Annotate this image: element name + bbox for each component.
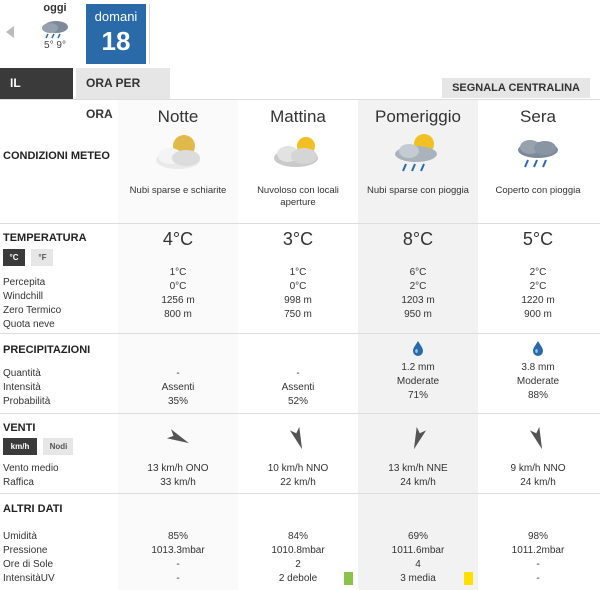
tab-ora-per-ora[interactable]: ORA PER ORA — [76, 68, 170, 99]
precip-cell-notte — [118, 367, 238, 409]
wind-cell-notte — [118, 424, 238, 490]
ore-sole-value: - — [176, 559, 180, 570]
period-name: Mattina — [270, 107, 326, 126]
temperature-value: 8°C — [402, 229, 434, 249]
quota-neve-value: 950 m — [404, 309, 432, 320]
period-sera — [478, 100, 598, 197]
label-zero-termico: Zero Termico — [3, 305, 62, 316]
wind-cell-sera — [478, 424, 598, 490]
precipitation-labels — [3, 367, 50, 409]
pressione-value: 1013.3mbar — [151, 545, 205, 556]
quota-neve-value: 800 m — [164, 309, 192, 320]
vento-medio-value: 13 km/h ONO — [147, 463, 209, 474]
raffica-value: 24 km/h — [400, 477, 436, 488]
wind-direction-icon — [164, 424, 192, 452]
ore-sole-value: 4 — [415, 559, 421, 570]
ore-sole-value: - — [536, 559, 540, 570]
label-pressione: Pressione — [3, 545, 48, 556]
raindrop-icon — [532, 340, 544, 356]
pressione-value: 1011.6mbar — [391, 545, 445, 556]
label-quantita: Quantità — [3, 368, 41, 379]
day-today-label: oggi — [43, 2, 67, 14]
raffica-value: 24 km/h — [520, 477, 556, 488]
temperature-section — [0, 224, 600, 334]
other-cell-pomeriggio — [358, 530, 478, 586]
temperature-title: TEMPERATURA — [3, 232, 87, 244]
period-pomeriggio — [358, 100, 478, 197]
umidita-value: 69% — [407, 531, 428, 542]
unit-fahrenheit-button[interactable]: °F — [31, 249, 53, 266]
temp-cell-notte — [118, 229, 238, 322]
sun-rain-icon — [390, 132, 446, 174]
raindrop-icon — [412, 340, 424, 356]
uv-value: - — [176, 573, 180, 584]
condition-text: Nuvoloso con locali aperture — [257, 185, 339, 208]
uv-value: 3 media — [400, 573, 436, 584]
wind-cell-pomeriggio — [358, 424, 478, 490]
wind-cell-mattina — [238, 424, 358, 490]
day-tomorrow-label: domani — [94, 9, 138, 24]
condition-text: Nubi sparse e schiarite — [129, 185, 227, 196]
other-cell-sera — [478, 530, 598, 586]
cloud-rain-icon — [38, 17, 72, 39]
precip-cell-sera — [478, 340, 598, 403]
zero-termico-value: 998 m — [284, 295, 312, 306]
divider — [149, 4, 150, 64]
raffica-value: 22 km/h — [280, 477, 316, 488]
label-intensita-uv: IntensitàUV — [3, 573, 55, 584]
percepita-value: 6°C — [409, 267, 427, 278]
quota-neve-value: 750 m — [284, 309, 312, 320]
day-tomorrow[interactable] — [86, 4, 146, 64]
period-name: Pomeriggio — [375, 107, 461, 126]
label-quota-neve: Quota neve — [3, 319, 55, 330]
cloudy-sun-icon — [270, 132, 326, 174]
temperature-value: 4°C — [162, 229, 194, 249]
temp-cell-mattina — [238, 229, 358, 322]
uv-indicator — [344, 572, 353, 585]
wind-section — [0, 414, 600, 494]
conditions-title: CONDIZIONI METEO — [3, 150, 110, 162]
label-probabilita: Probabilità — [3, 396, 51, 407]
precip-cell-pomeriggio — [358, 340, 478, 403]
temperature-value: 3°C — [282, 229, 314, 249]
day-tomorrow-date: 18 — [101, 26, 131, 56]
period-mattina — [238, 100, 358, 209]
wind-labels — [3, 462, 59, 490]
condition-text: Coperto con pioggia — [495, 185, 581, 196]
pressione-value: 1011.2mbar — [511, 545, 565, 556]
quantita-value: - — [296, 368, 300, 379]
percepita-value: 1°C — [169, 267, 187, 278]
temp-cell-pomeriggio — [358, 229, 478, 322]
condition-text: Nubi sparse con pioggia — [367, 185, 469, 196]
umidita-value: 98% — [527, 531, 548, 542]
prev-day-arrow-icon[interactable] — [6, 26, 14, 38]
uv-value: 2 debole — [278, 573, 318, 584]
zero-termico-value: 1203 m — [401, 295, 435, 306]
other-data-labels — [3, 530, 55, 586]
label-intensita: Intensità — [3, 382, 41, 393]
label-umidita: Umidità — [3, 531, 37, 542]
probabilita-value: 35% — [167, 396, 188, 407]
partly-cloudy-moon-icon — [150, 132, 206, 174]
zero-termico-value: 1256 m — [161, 295, 195, 306]
quantita-value: - — [176, 368, 180, 379]
precipitation-title: PRECIPITAZIONI — [3, 344, 91, 356]
other-data-title: ALTRI DATI — [3, 503, 63, 515]
temperature-value: 5°C — [522, 229, 554, 249]
temperature-unit-toggle — [3, 247, 55, 266]
intensita-value: Moderate — [396, 376, 440, 387]
raffica-value: 33 km/h — [160, 477, 196, 488]
windchill-value: 0°C — [169, 281, 187, 292]
umidita-value: 84% — [287, 531, 308, 542]
quota-neve-value: 900 m — [524, 309, 552, 320]
period-notte — [118, 100, 238, 197]
percepita-value: 1°C — [289, 267, 307, 278]
label-windchill: Windchill — [3, 291, 44, 302]
zero-termico-value: 1220 m — [521, 295, 555, 306]
windchill-value: 0°C — [289, 281, 307, 292]
uv-value: - — [536, 573, 540, 584]
label-ore-di-sole: Ore di Sole — [3, 559, 54, 570]
unit-celsius-button[interactable]: °C — [3, 249, 25, 266]
vento-medio-value: 9 km/h NNO — [510, 463, 566, 474]
intensita-value: Assenti — [161, 382, 195, 393]
period-name: Sera — [520, 107, 556, 126]
quantita-value: 3.8 mm — [521, 362, 555, 373]
report-station-button[interactable]: SEGNALA CENTRALINA — [442, 78, 590, 98]
unit-knots-button[interactable]: Nodi — [43, 438, 73, 455]
intensita-value: Moderate — [516, 376, 560, 387]
overcast-rain-icon — [510, 132, 566, 174]
day-today[interactable] — [30, 2, 80, 51]
uv-indicator — [464, 572, 473, 585]
probabilita-value: 71% — [407, 390, 428, 401]
other-cell-notte — [118, 530, 238, 586]
ore-sole-value: 2 — [295, 559, 301, 570]
unit-kmh-button[interactable]: km/h — [3, 438, 37, 455]
wind-unit-toggle — [3, 436, 75, 455]
precip-cell-mattina — [238, 367, 358, 409]
wind-title: VENTI — [3, 422, 36, 434]
precipitation-section — [0, 334, 600, 414]
tab-il-giorno[interactable]: IL GIORNO — [0, 68, 73, 99]
quantita-value: 1.2 mm — [401, 362, 435, 373]
windchill-value: 2°C — [529, 281, 547, 292]
wind-direction-icon — [524, 424, 552, 452]
label-raffica: Raffica — [3, 477, 34, 488]
period-name: Notte — [157, 107, 199, 126]
other-data-section — [0, 494, 600, 590]
probabilita-value: 52% — [287, 396, 308, 407]
label-vento-medio: Vento medio — [3, 463, 59, 474]
day-selector — [0, 0, 600, 68]
other-cell-mattina — [238, 530, 358, 586]
wind-direction-icon — [404, 424, 432, 452]
label-percepita: Percepita — [3, 277, 46, 288]
vento-medio-value: 13 km/h NNE — [388, 463, 448, 474]
temp-cell-sera — [478, 229, 598, 322]
windchill-value: 2°C — [409, 281, 427, 292]
day-today-temps: 5° 9° — [44, 40, 66, 51]
temperature-labels — [3, 276, 61, 332]
probabilita-value: 88% — [527, 390, 548, 401]
conditions-section — [0, 100, 600, 224]
percepita-value: 2°C — [529, 267, 547, 278]
umidita-value: 85% — [167, 531, 188, 542]
intensita-value: Assenti — [281, 382, 315, 393]
pressione-value: 1010.8mbar — [271, 545, 325, 556]
vento-medio-value: 10 km/h NNO — [267, 463, 329, 474]
wind-direction-icon — [284, 424, 312, 452]
